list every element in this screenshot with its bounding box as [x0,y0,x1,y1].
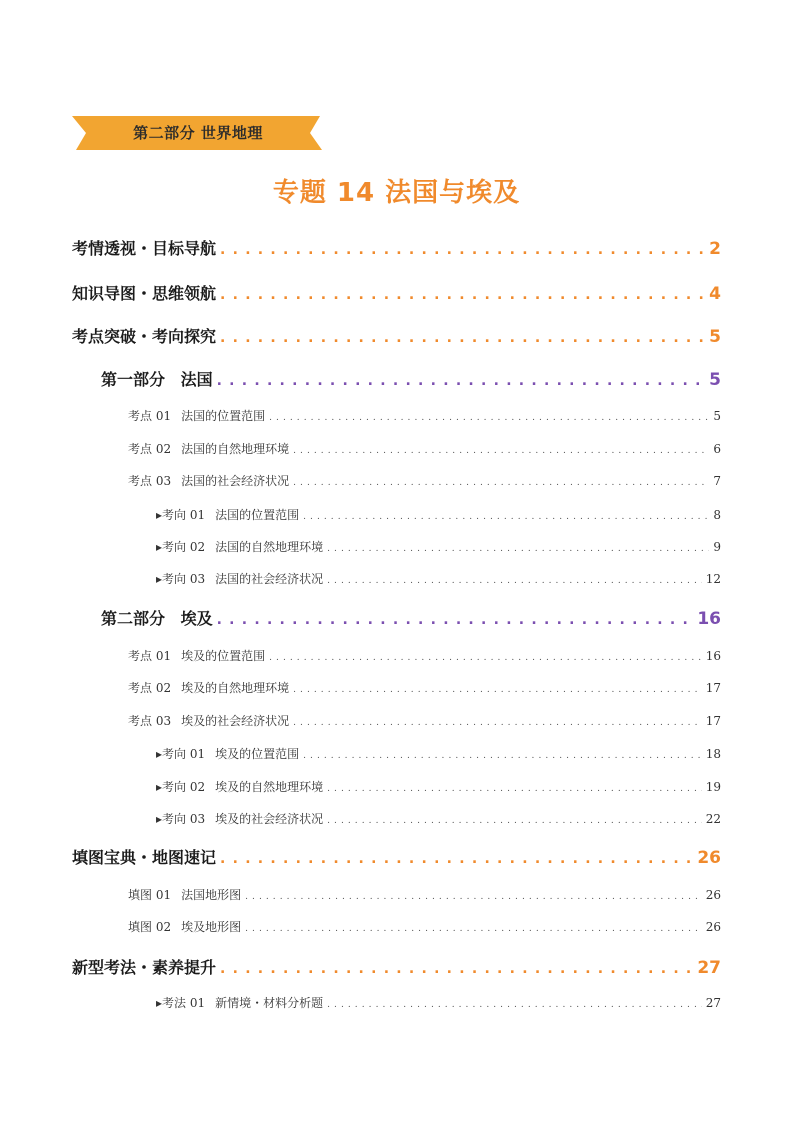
toc-page-number: 27 [697,958,721,978]
toc-entry-code: ▸考向 01 [156,747,206,761]
toc-page-number: 26 [705,920,721,934]
toc-page-number: 6 [713,442,721,456]
toc-page-number: 18 [705,747,721,761]
toc-entry-label [72,281,216,304]
toc-page-number: 2 [709,239,721,259]
toc-entry-label [128,712,289,729]
toc-entry-code: 考点 01 [128,649,172,663]
toc-dot-leader [220,851,693,867]
toc-entry-title: 第一部分 法国 [101,370,213,389]
toc-entry-label [72,845,216,868]
toc-dot-leader [327,576,702,586]
toc-entry-code: 考点 03 [128,474,172,488]
toc-entry-code: 考点 02 [128,681,172,695]
toc-entry-title: 填图宝典・地图速记 [72,848,217,867]
toc-entry[interactable] [72,324,721,347]
toc-dot-leader [245,892,702,902]
toc-entry-title: 埃及的位置范围 [181,649,266,663]
toc-dot-leader [327,784,702,794]
toc-page-number: 7 [713,474,721,488]
toc-page-number: 16 [705,649,721,663]
toc-entry[interactable] [128,407,721,424]
toc-page-number: 17 [705,681,721,695]
toc-dot-leader [327,1000,702,1010]
toc-entry[interactable] [128,647,721,664]
toc-dot-leader [220,961,693,977]
toc-dot-leader [293,685,702,695]
toc-entry-title: 埃及的自然地理环境 [215,780,324,794]
toc-entry-label [128,679,289,696]
toc-entry-label [128,647,265,664]
toc-entry[interactable] [156,994,721,1011]
toc-entry-title: 第二部分 埃及 [101,609,213,628]
toc-entry-title: 埃及的社会经济状况 [215,812,324,826]
toc-entry-label [72,236,216,259]
toc-entry-code: ▸考向 01 [156,508,206,522]
toc-dot-leader [327,816,702,826]
toc-page-number: 17 [705,714,721,728]
toc-entry-label [128,407,265,424]
toc-page-number: 5 [709,370,721,390]
toc-entry[interactable] [156,745,721,762]
toc-entry-title: 埃及地形图 [181,920,242,934]
toc-dot-leader [293,478,709,488]
section-banner [72,114,324,152]
toc-page-number: 27 [705,996,721,1010]
toc-dot-leader [217,612,694,628]
toc-entry-label [156,994,323,1011]
toc-entry[interactable] [156,506,721,523]
toc-dot-leader [220,242,705,258]
toc-entry-label [156,745,299,762]
toc-entry-code: 填图 01 [128,888,172,902]
toc-entry[interactable] [156,538,721,555]
toc-page-number: 26 [697,848,721,868]
toc-entry-label [128,918,241,935]
toc-entry-label [72,955,216,978]
toc-entry-label [101,606,213,629]
toc-entry[interactable] [128,712,721,729]
banner-text: 第二部分 世界地理 [133,124,263,142]
toc-entry[interactable] [72,955,721,978]
toc-entry-code: ▸考法 01 [156,996,206,1010]
toc-dot-leader [303,512,709,522]
toc-dot-leader [220,330,705,346]
toc-entry[interactable] [128,472,721,489]
toc-entry[interactable] [156,570,721,587]
toc-entry-label [72,324,216,347]
toc-entry-title: 法国的位置范围 [181,409,266,423]
toc-entry-code: 填图 02 [128,920,172,934]
toc-page-number: 4 [709,284,721,304]
toc-entry[interactable] [156,810,721,827]
toc-page-number: 19 [705,780,721,794]
toc-entry[interactable] [128,679,721,696]
toc-entry[interactable] [128,440,721,457]
toc-dot-leader [303,751,702,761]
toc-page-number: 9 [713,540,721,554]
toc-entry-label [156,538,323,555]
toc-dot-leader [293,446,709,456]
toc-dot-leader [327,544,709,554]
toc-entry-title: 考情透视・目标导航 [72,239,217,258]
toc-entry-label [128,886,241,903]
toc-dot-leader [245,924,702,934]
toc-entry-code: 考点 01 [128,409,172,423]
toc-dot-leader [220,287,705,303]
toc-entry-title: 法国的社会经济状况 [181,474,290,488]
toc-entry-label [156,778,323,795]
toc-entry-code: ▸考向 03 [156,812,206,826]
toc-entry-code: ▸考向 02 [156,780,206,794]
toc-dot-leader [217,373,706,389]
toc-page-number: 12 [705,572,721,586]
toc-entry-code: ▸考向 02 [156,540,206,554]
toc-entry-title: 埃及的社会经济状况 [181,714,290,728]
toc-entry[interactable] [72,236,721,259]
toc-entry-title: 埃及的位置范围 [215,747,300,761]
toc-entry[interactable] [156,778,721,795]
page-title: 专题 14 法国与埃及 [272,178,521,208]
toc-entry-code: 考点 03 [128,714,172,728]
toc-page-number: 22 [705,812,721,826]
toc-dot-leader [269,653,702,663]
toc-entry-label [101,367,213,390]
toc-entry-code: 考点 02 [128,442,172,456]
toc-entry-title: 知识导图・思维领航 [72,284,217,303]
toc-entry-title: 法国的位置范围 [215,508,300,522]
toc-entry-label [156,810,323,827]
toc-page-number: 8 [713,508,721,522]
toc-page-number: 5 [713,409,721,423]
toc-page-number: 5 [709,327,721,347]
toc-page-number: 16 [697,609,721,629]
toc-entry-title: 法国地形图 [181,888,242,902]
toc-entry[interactable] [72,281,721,304]
toc-entry-title: 法国的自然地理环境 [181,442,290,456]
toc-entry-title: 法国的自然地理环境 [215,540,324,554]
toc-entry[interactable] [128,918,721,935]
toc-entry-title: 考点突破・考向探究 [72,327,217,346]
toc-entry-title: 新情境・材料分析题 [215,996,324,1010]
toc-dot-leader [293,718,702,728]
toc-entry-title: 埃及的自然地理环境 [181,681,290,695]
toc-entry-title: 法国的社会经济状况 [215,572,324,586]
toc-entry-title: 新型考法・素养提升 [72,958,217,977]
toc-entry[interactable] [101,606,721,629]
toc-entry-code: ▸考向 03 [156,572,206,586]
toc-entry-label [128,472,289,489]
toc-entry-label [156,570,323,587]
toc-entry[interactable] [72,845,721,868]
toc-entry[interactable] [101,367,721,390]
toc-entry[interactable] [128,886,721,903]
toc-entry-label [128,440,289,457]
toc-entry-label [156,506,299,523]
toc-dot-leader [269,413,709,423]
toc-page-number: 26 [705,888,721,902]
